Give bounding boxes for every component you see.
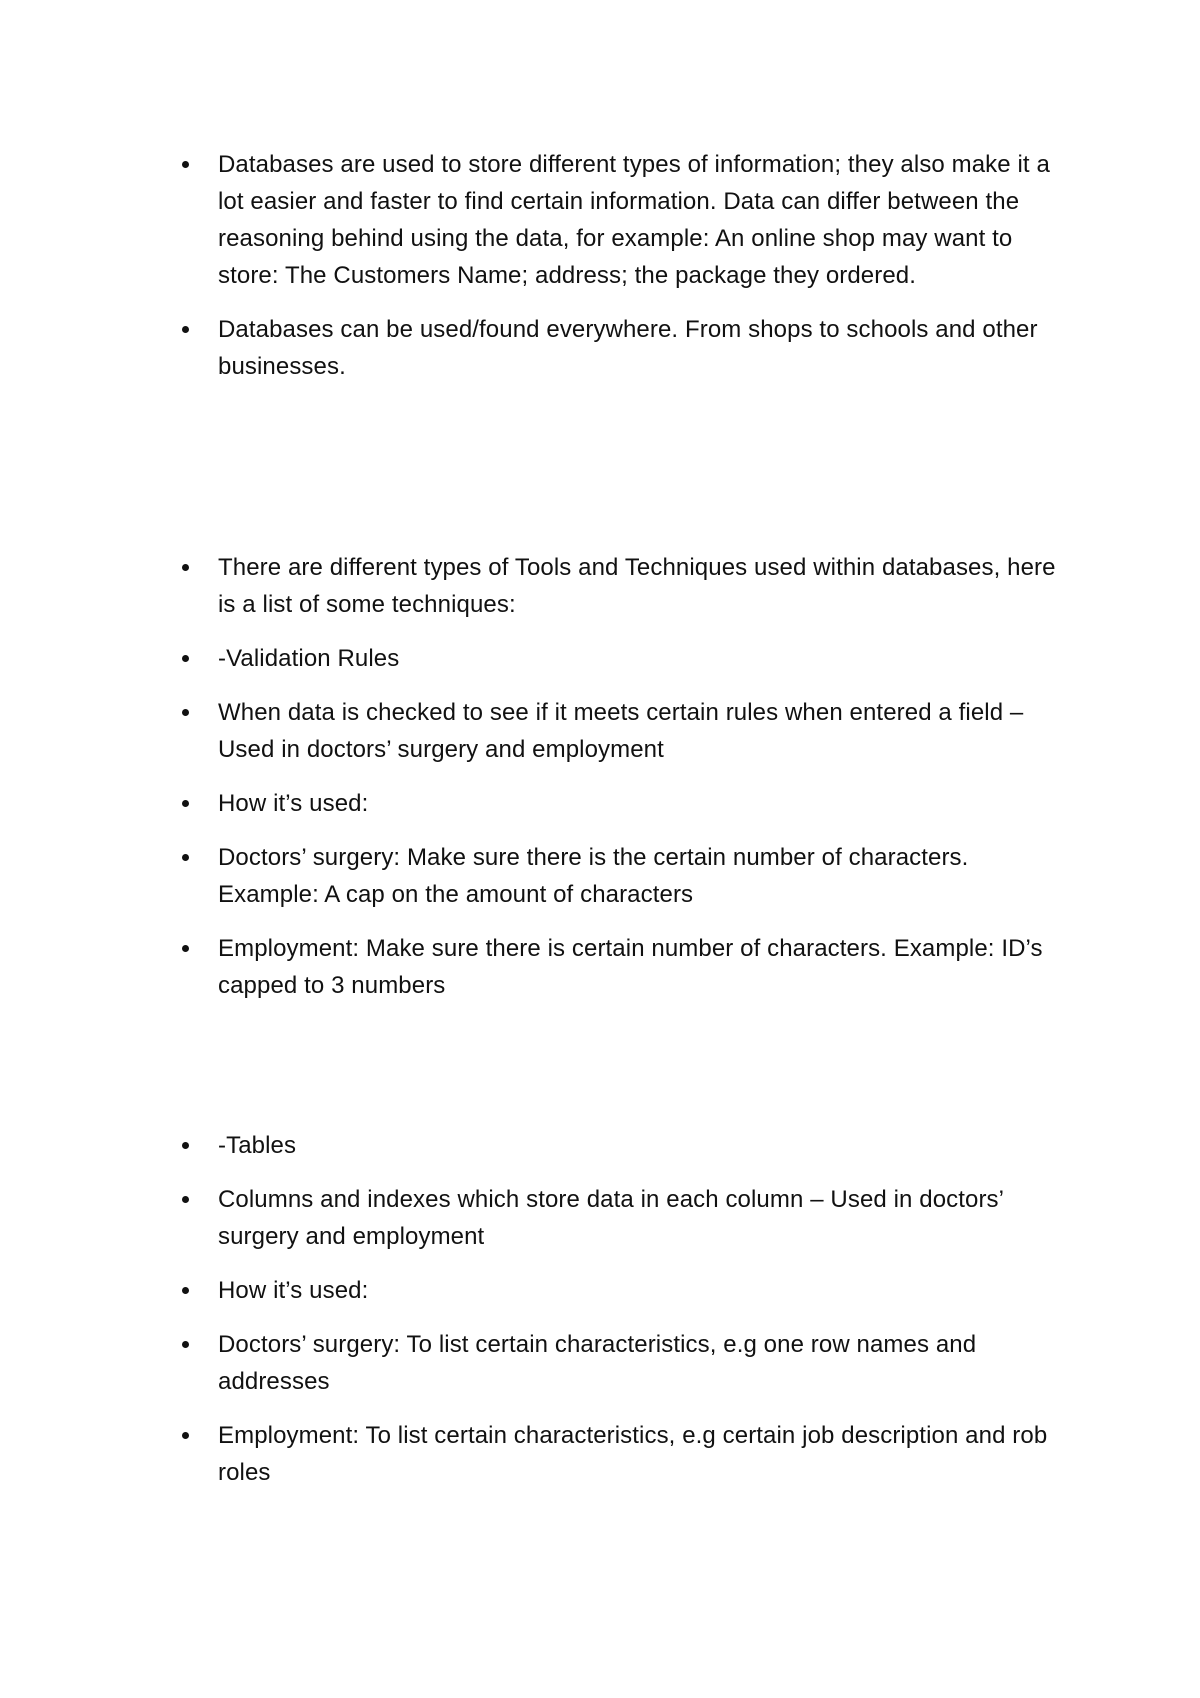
bullet-item xyxy=(0,146,1058,294)
bullet-dot-icon xyxy=(182,655,189,662)
bullet-text: Doctors’ surgery: To list certain characteristics, e.g one row names and addresses xyxy=(218,1331,977,1395)
bullet-text: -Validation Rules xyxy=(218,645,400,672)
bullet-dot-icon xyxy=(182,1341,189,1348)
bullet-dot-icon xyxy=(182,1142,189,1149)
bullet-dot-icon xyxy=(182,854,189,861)
bullet-item xyxy=(0,1326,1058,1400)
techniques-bullet-list xyxy=(0,549,1200,1004)
bullet-item xyxy=(0,640,1058,677)
bullet-text: Employment: Make sure there is certain number of characters. Example: ID’s capped to 3 numbers xyxy=(218,935,1043,999)
bullet-text: -Tables xyxy=(218,1132,297,1159)
bullet-text: Doctors’ surgery: Make sure there is the certain number of characters. Example: A cap on the amount of characters xyxy=(218,844,969,908)
bullet-dot-icon xyxy=(182,1196,189,1203)
bullet-item xyxy=(0,1417,1058,1491)
intro-section xyxy=(0,146,1200,385)
bullet-dot-icon xyxy=(182,1287,189,1294)
bullet-dot-icon xyxy=(182,326,189,333)
bullet-item xyxy=(0,785,1058,822)
bullet-dot-icon xyxy=(182,709,189,716)
bullet-dot-icon xyxy=(182,945,189,952)
bullet-text: How it’s used: xyxy=(218,790,369,817)
bullet-text: Databases can be used/found everywhere. From shops to schools and other businesses. xyxy=(218,316,1038,380)
bullet-dot-icon xyxy=(182,1432,189,1439)
bullet-text: Databases are used to store different types of information; they also make it a lot easier and faster to find certain information. Data can differ between the reasoning behind using the data, for example: An online shop may want to store: The Customers Name; address; the package they ordered. xyxy=(218,151,1050,289)
bullet-text: How it’s used: xyxy=(218,1277,369,1304)
bullet-dot-icon xyxy=(182,564,189,571)
bullet-dot-icon xyxy=(182,161,189,168)
bullet-text: When data is checked to see if it meets certain rules when entered a field – Used in doctors’ surgery and employment xyxy=(218,699,1024,763)
bullet-item xyxy=(0,1127,1058,1164)
bullet-item xyxy=(0,694,1058,768)
bullet-text: Columns and indexes which store data in each column – Used in doctors’ surgery and employment xyxy=(218,1186,1004,1250)
techniques-section xyxy=(0,549,1200,1004)
bullet-item xyxy=(0,930,1058,1004)
bullet-item xyxy=(0,549,1058,623)
bullet-text: There are different types of Tools and Techniques used within databases, here is a list of some techniques: xyxy=(218,554,1056,618)
bullet-dot-icon xyxy=(182,800,189,807)
bullet-item xyxy=(0,839,1058,913)
tables-bullet-list xyxy=(0,1127,1200,1491)
bullet-item xyxy=(0,1272,1058,1309)
intro-bullet-list xyxy=(0,146,1200,385)
bullet-item xyxy=(0,1181,1058,1255)
bullet-text: Employment: To list certain characteristics, e.g certain job description and rob roles xyxy=(218,1422,1048,1486)
tables-section xyxy=(0,1127,1200,1491)
bullet-item xyxy=(0,311,1058,385)
